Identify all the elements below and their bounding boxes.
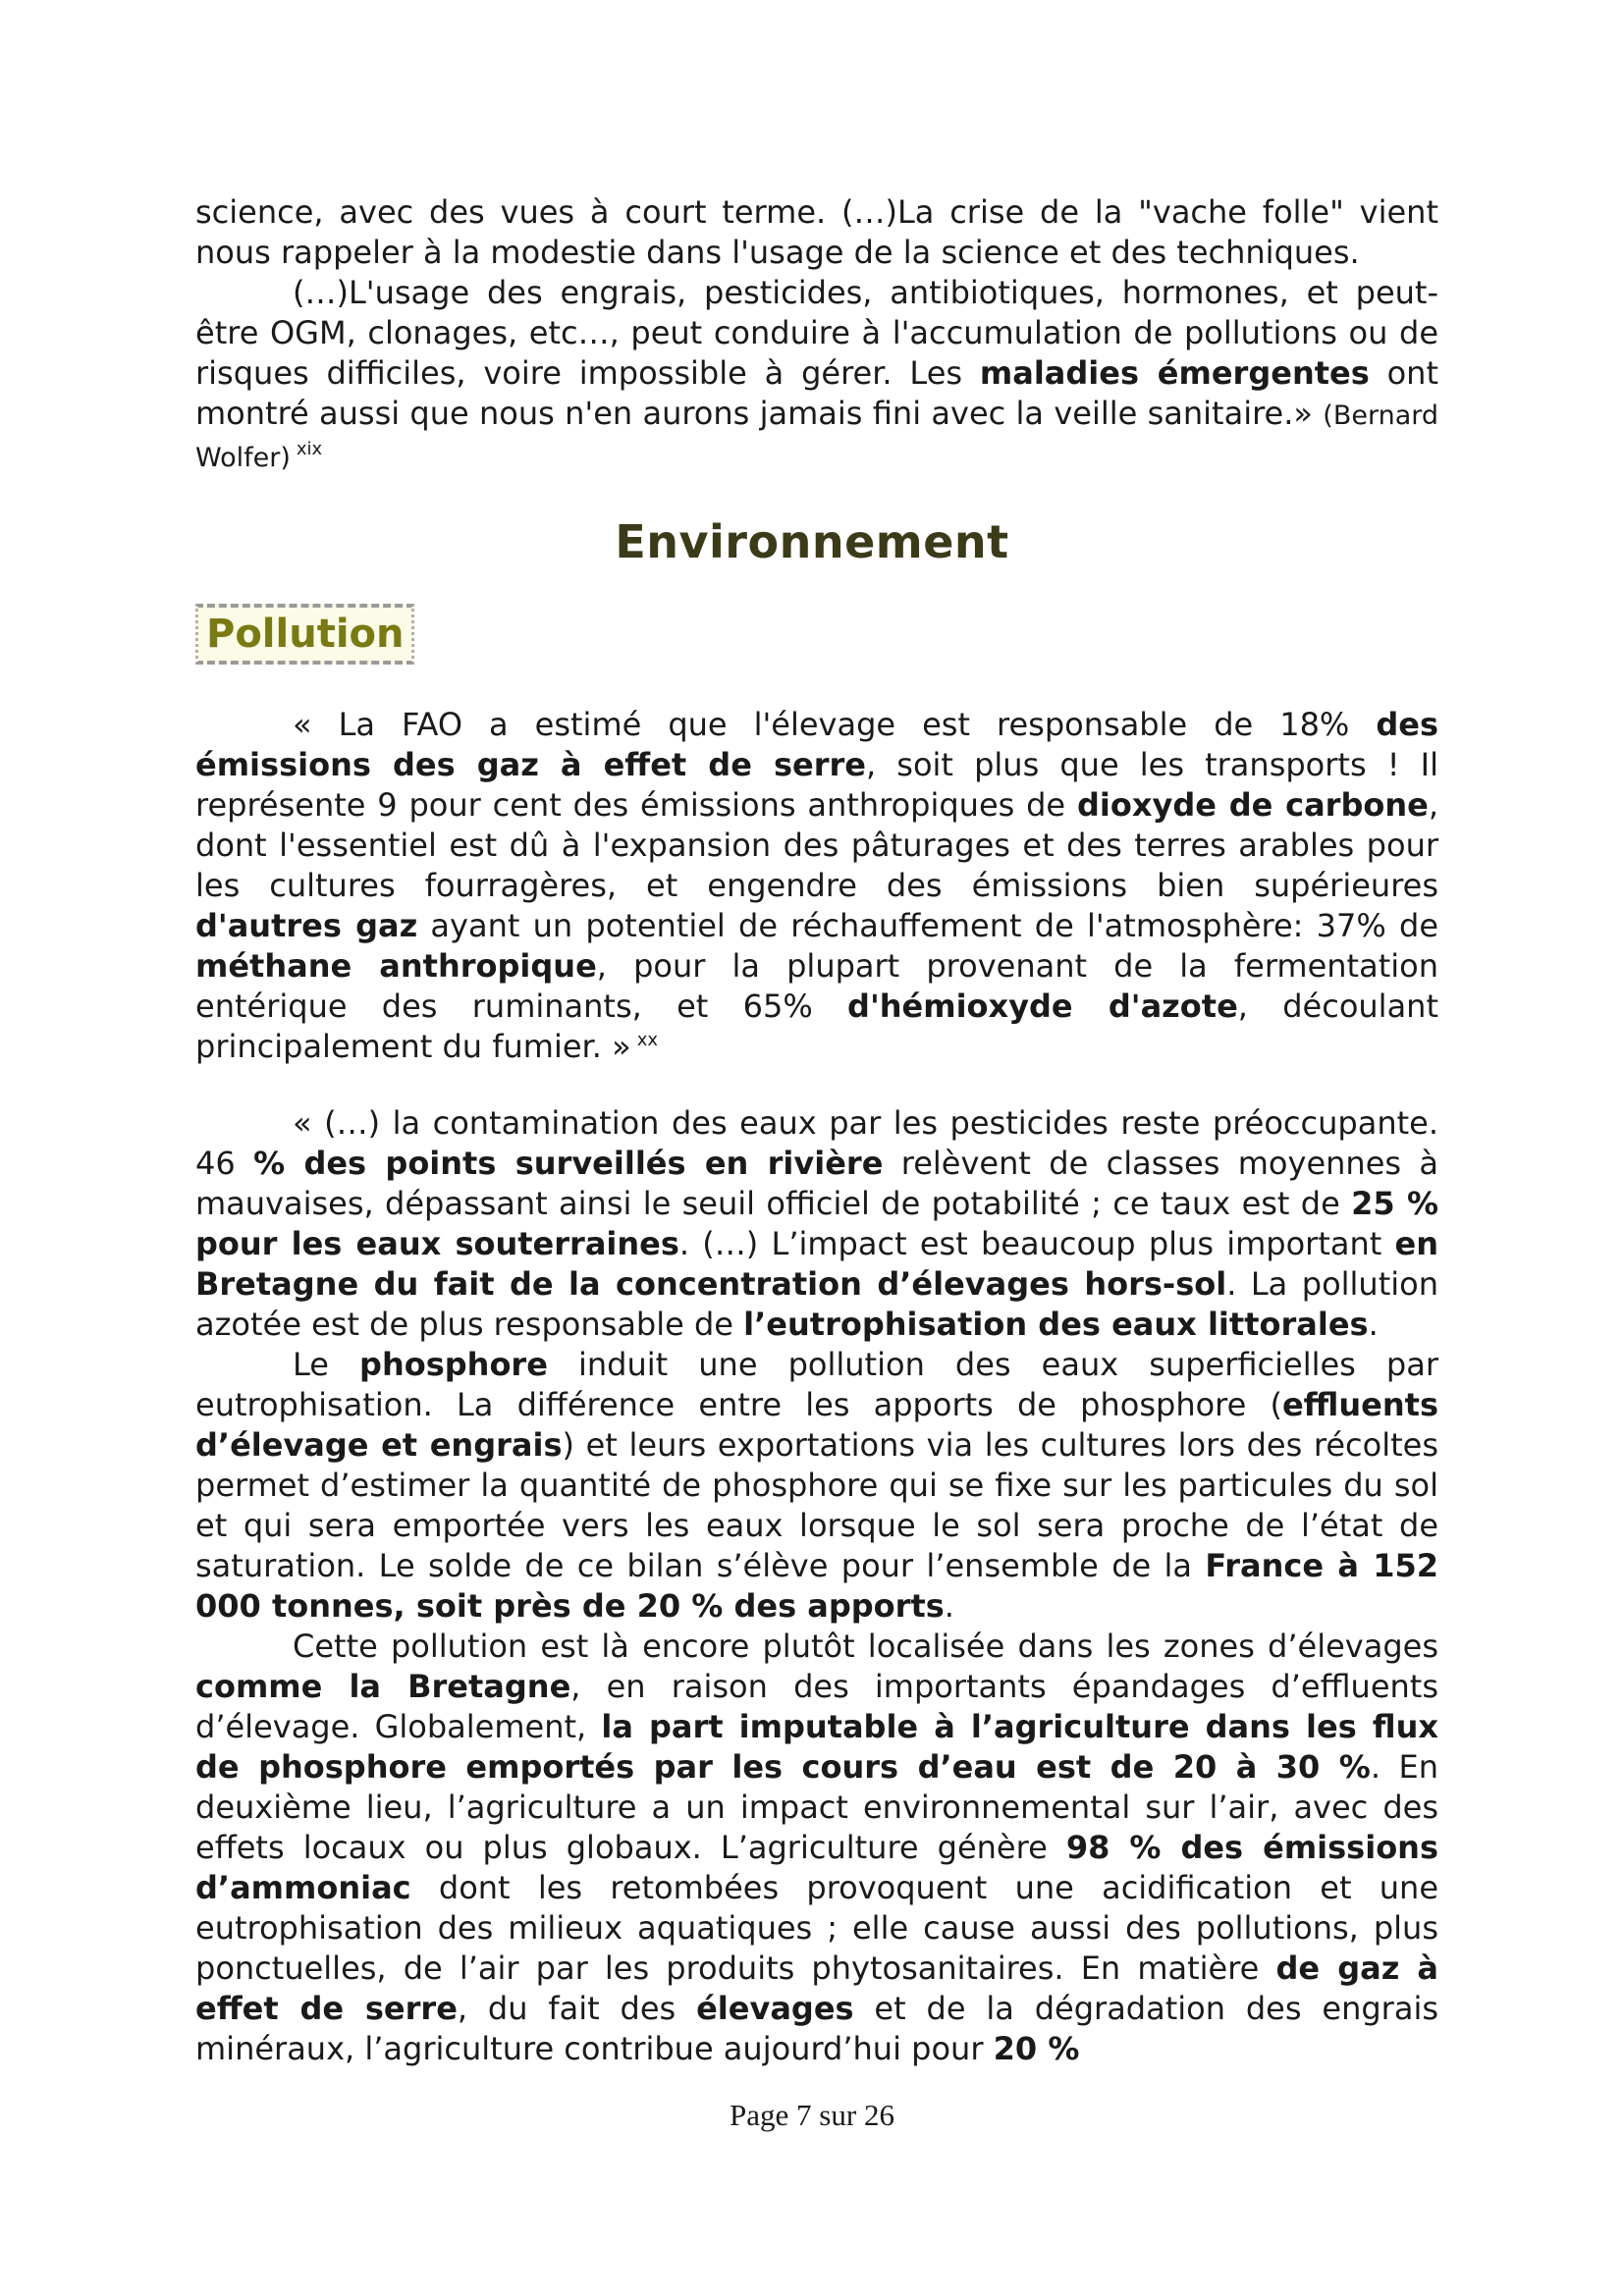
fao-bold: dioxyde de carbone [1076,786,1429,824]
localisation-bold: élevages [696,1990,854,2027]
pesticides-bold: l’eutrophisation des eaux littorales [743,1306,1369,1343]
phosphore-text: . [944,1587,954,1625]
intro-paragraph-1 [195,192,1438,273]
fao-text: ayant un potentiel de réchauffement de l'atmosphère: 37% de [417,907,1439,944]
pesticides-text: . La pollution azotée est de plus responsable de [195,1265,1439,1343]
pesticides-bold: % des points surveillés en rivière [253,1145,884,1182]
localisation-text: dont les retombées provoquent une acidification et une eutrophisation des milieux aquatiques ; elle cause aussi des pollutions, plus ponctuelles, de l’air par les produits phytosanitaires. En matière [195,1869,1438,1987]
localisation-paragraph [195,1627,1438,2069]
section-heading: Environnement [615,515,1009,568]
water-block [195,1103,1438,2069]
phosphore-text: Le [293,1346,360,1383]
fao-bold: d'hémioxyde d'azote [847,988,1238,1025]
fao-text: , pour la plupart provenant de la fermentation entérique des ruminants, et 65% [195,947,1439,1025]
page-number: Page 7 sur 26 [730,2098,894,2132]
intro-text-2a: (…)L'usage des engrais, pesticides, antibiotiques, hormones, et peut-être OGM, clonages, etc…, peut conduire à l'accumulation de pollutions ou de risques difficiles, voire impossible à gérer. Les [195,274,1438,392]
phosphore-paragraph [195,1345,1438,1627]
localisation-text: Cette pollution est là encore plutôt localisée dans les zones d’élevages [293,1628,1438,1665]
localisation-bold: de gaz à effet de serre [195,1949,1439,2027]
pesticides-paragraph [195,1103,1438,1345]
pesticides-text: « (…) la contamination des eaux par les pesticides reste préoccupante. 46 [195,1104,1438,1182]
author-citation: (Bernard Wolfer) [195,400,1438,473]
fao-block [195,705,1438,1067]
fao-bold: méthane anthropique [195,947,597,985]
localisation-text: , du fait des [457,1990,697,2027]
fao-text: « La FAO a estimé que l'élevage est responsable de 18% [293,706,1377,743]
phosphore-text: ) et leurs exportations via les cultures lors des récoltes permet d’estimer la quantité de phosphore qui se fixe sur les particules du sol et qui sera emportée vers les eaux lorsque le sol sera proche de l’état de saturation. Le solde de ce bilan s’élève pour l’ensemble de la [195,1426,1439,1584]
intro-text-2c: ont montré aussi que nous n'en aurons jamais fini avec la veille sanitaire.» [195,354,1439,432]
pesticides-text: . (…) L’impact est beaucoup plus important [678,1225,1395,1262]
localisation-text: . En deuxième lieu, l’agriculture a un impact environnemental sur l’air, avec des effets locaux ou plus globaux. L’agriculture génère [195,1748,1439,1866]
fao-text: , découlant principalement du fumier. » [195,988,1439,1065]
fao-bold: des émissions des gaz à effet de serre [195,706,1438,783]
fao-text: , dont l'essentiel est dû à l'expansion des pâturages et des terres arables pour les cultures fourragères, et engendre des émissions bien supérieures [195,786,1439,904]
localisation-text: et de la dégradation des engrais minéraux, l’agriculture contribue aujourd’hui pour [195,1990,1439,2067]
pesticides-text: . [1368,1306,1379,1343]
pesticides-text: relèvent de classes moyennes à mauvaises, dépassant ainsi le seuil officiel de potabilité ; ce taux est de [195,1145,1438,1222]
intro-bold-maladies: maladies émergentes [979,354,1370,392]
phosphore-bold: France à 152 000 tonnes, soit près de 20 % des apports [195,1547,1439,1625]
footnote-ref-xx[interactable]: xx [636,1030,658,1051]
localisation-bold: la part imputable à l’agriculture dans les flux de phosphore emportés par les cours d’eau est de 20 à 30 % [195,1708,1439,1786]
intro-text-1: science, avec des vues à court terme. (…)La crise de la "vache folle" vient nous rappeler à la modestie dans l'usage de la science et des techniques. [195,193,1438,271]
phosphore-bold: phosphore [359,1346,548,1383]
pesticides-bold: en Bretagne du fait de la concentration d’élevages hors-sol [195,1225,1439,1303]
fao-paragraph [195,705,1438,1067]
localisation-text: , en raison des importants épandages d’effluents d’élevage. Globalement, [195,1668,1439,1745]
localisation-bold: comme la Bretagne [195,1668,571,1705]
fao-text: , soit plus que les transports ! Il représente 9 pour cent des émissions anthropiques de [195,746,1439,824]
phosphore-text: induit une pollution des eaux superficielles par eutrophisation. La différence entre les apports de phosphore ( [195,1346,1438,1423]
localisation-bold: 98 % des émissions d’ammoniac [195,1829,1439,1906]
phosphore-bold: effluents d’élevage et engrais [195,1386,1438,1464]
localisation-bold: 20 % [993,2030,1080,2067]
subsection-heading: Pollution [195,604,414,665]
intro-paragraph-2 [195,273,1438,478]
pesticides-bold: 25 % pour les eaux souterraines [195,1185,1439,1262]
fao-bold: d'autres gaz [195,907,418,944]
intro-block [195,192,1438,478]
footnote-ref-xix[interactable]: xix [296,439,323,460]
